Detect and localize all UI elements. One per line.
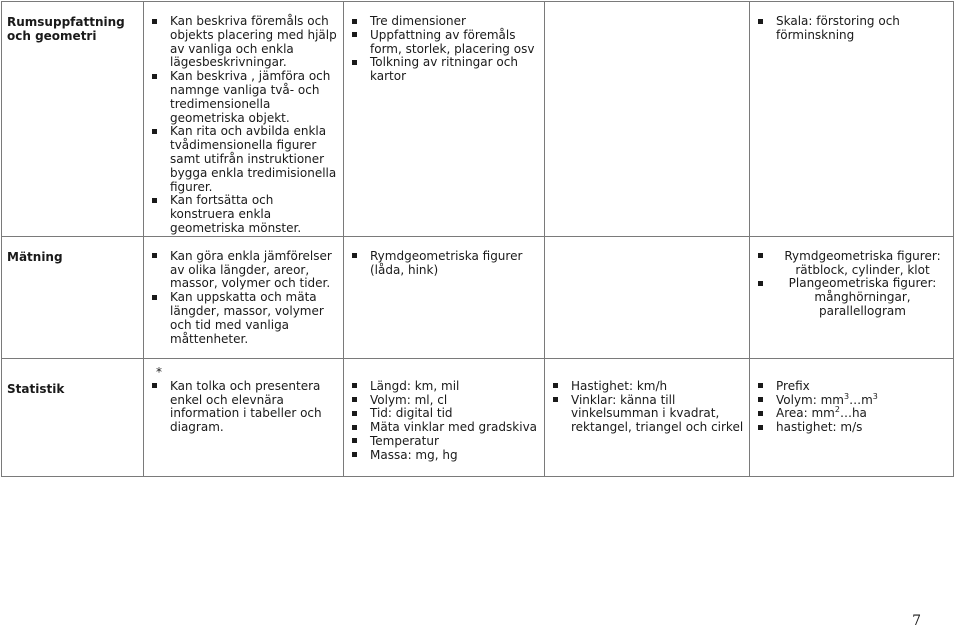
row-heading: Statistik (2, 358, 144, 476)
list-item: Rymdgeometriska figurer: rätblock, cylinder, klot (756, 250, 949, 278)
content-cell (344, 358, 545, 476)
empty-cell (545, 2, 750, 237)
bullet-list (150, 250, 339, 347)
row-heading: Rumsuppfattning och geometri (2, 2, 144, 237)
content-cell (750, 358, 954, 476)
exponent: 2 (834, 405, 840, 415)
list-item: Mäta vinklar med gradskiva (350, 421, 540, 435)
bullet-list (350, 250, 540, 278)
list-item: Skala: förstoring och förminskning (756, 15, 949, 43)
range-separator: … (839, 406, 852, 421)
goals-cell (144, 358, 344, 476)
bullet-list (756, 380, 949, 435)
list-item: Uppfattning av föremåls form, storlek, placering osv (350, 29, 540, 57)
content-cell (545, 358, 750, 476)
bullet-list (551, 380, 745, 435)
list-item: Plangeometriska figurer: månghörningar, parallellogram (756, 277, 949, 318)
list-item: Kan fortsätta och konstruera enkla geometriska mönster. (150, 194, 339, 235)
volym-end: m (861, 392, 873, 407)
area-label: Area: mm (776, 406, 835, 421)
list-item: Kan tolka och presentera enkel och elevnära information i tabeller och diagram. (150, 380, 339, 435)
content-cell (344, 2, 545, 237)
list-item: hastighet: m/s (756, 421, 949, 435)
exponent: 3 (843, 391, 850, 401)
volym-label: Volym: mm (776, 392, 844, 407)
table-row (2, 236, 954, 358)
bullet-list (350, 15, 540, 84)
empty-cell (545, 236, 750, 358)
range-separator: … (849, 392, 862, 407)
asterisk: * (156, 364, 162, 379)
list-item: Vinklar: känna till vinkelsumman i kvadrat, rektangel, triangel och cirkel (551, 394, 745, 435)
bullet-list (150, 380, 339, 435)
page-number: 7 (912, 613, 921, 629)
bullet-list (756, 15, 949, 43)
bullet-list (350, 380, 540, 463)
list-item: Rymdgeometriska figurer (låda, hink) (350, 250, 540, 278)
list-item: Kan rita och avbilda enkla tvådimensionella figurer samt utifrån instruktioner bygga enkla tredimisionella figurer. (150, 125, 339, 194)
curriculum-table (1, 1, 954, 477)
list-item: Kan uppskatta och mäta längder, massor, volymer och tid med vanliga måttenheter. (150, 291, 339, 346)
goals-cell (144, 236, 344, 358)
area-end: ha (851, 406, 867, 421)
list-item: Prefix (756, 380, 949, 394)
list-item: Längd: km, mil (350, 380, 540, 394)
content-cell (750, 236, 954, 358)
table-row (2, 358, 954, 476)
list-item: Tid: digital tid (350, 407, 540, 421)
table-row (2, 2, 954, 237)
list-item: Kan göra enkla jämförelser av olika längder, areor, massor, volymer och tider. (150, 250, 339, 291)
bullet-list (756, 250, 949, 319)
content-cell (750, 2, 954, 237)
list-item: Tre dimensioner (350, 15, 540, 29)
row-heading: Mätning (2, 236, 144, 358)
list-item: Temperatur (350, 435, 540, 449)
list-item: Tolkning av ritningar och kartor (350, 56, 540, 84)
list-item: Hastighet: km/h (551, 380, 745, 394)
exponent: 3 (872, 391, 878, 401)
content-cell (344, 236, 545, 358)
list-item: Volym: ml, cl (350, 394, 540, 408)
goals-cell (144, 2, 344, 237)
list-item: Kan beskriva , jämföra och namnge vanliga två- och tredimensionella geometriska objekt. (150, 70, 339, 125)
list-item: Kan beskriva föremåls och objekts placering med hjälp av vanliga och enkla lägesbeskrivningar. (150, 15, 339, 70)
bullet-list (150, 15, 339, 236)
list-item: Massa: mg, hg (350, 449, 540, 463)
list-item (756, 407, 949, 421)
